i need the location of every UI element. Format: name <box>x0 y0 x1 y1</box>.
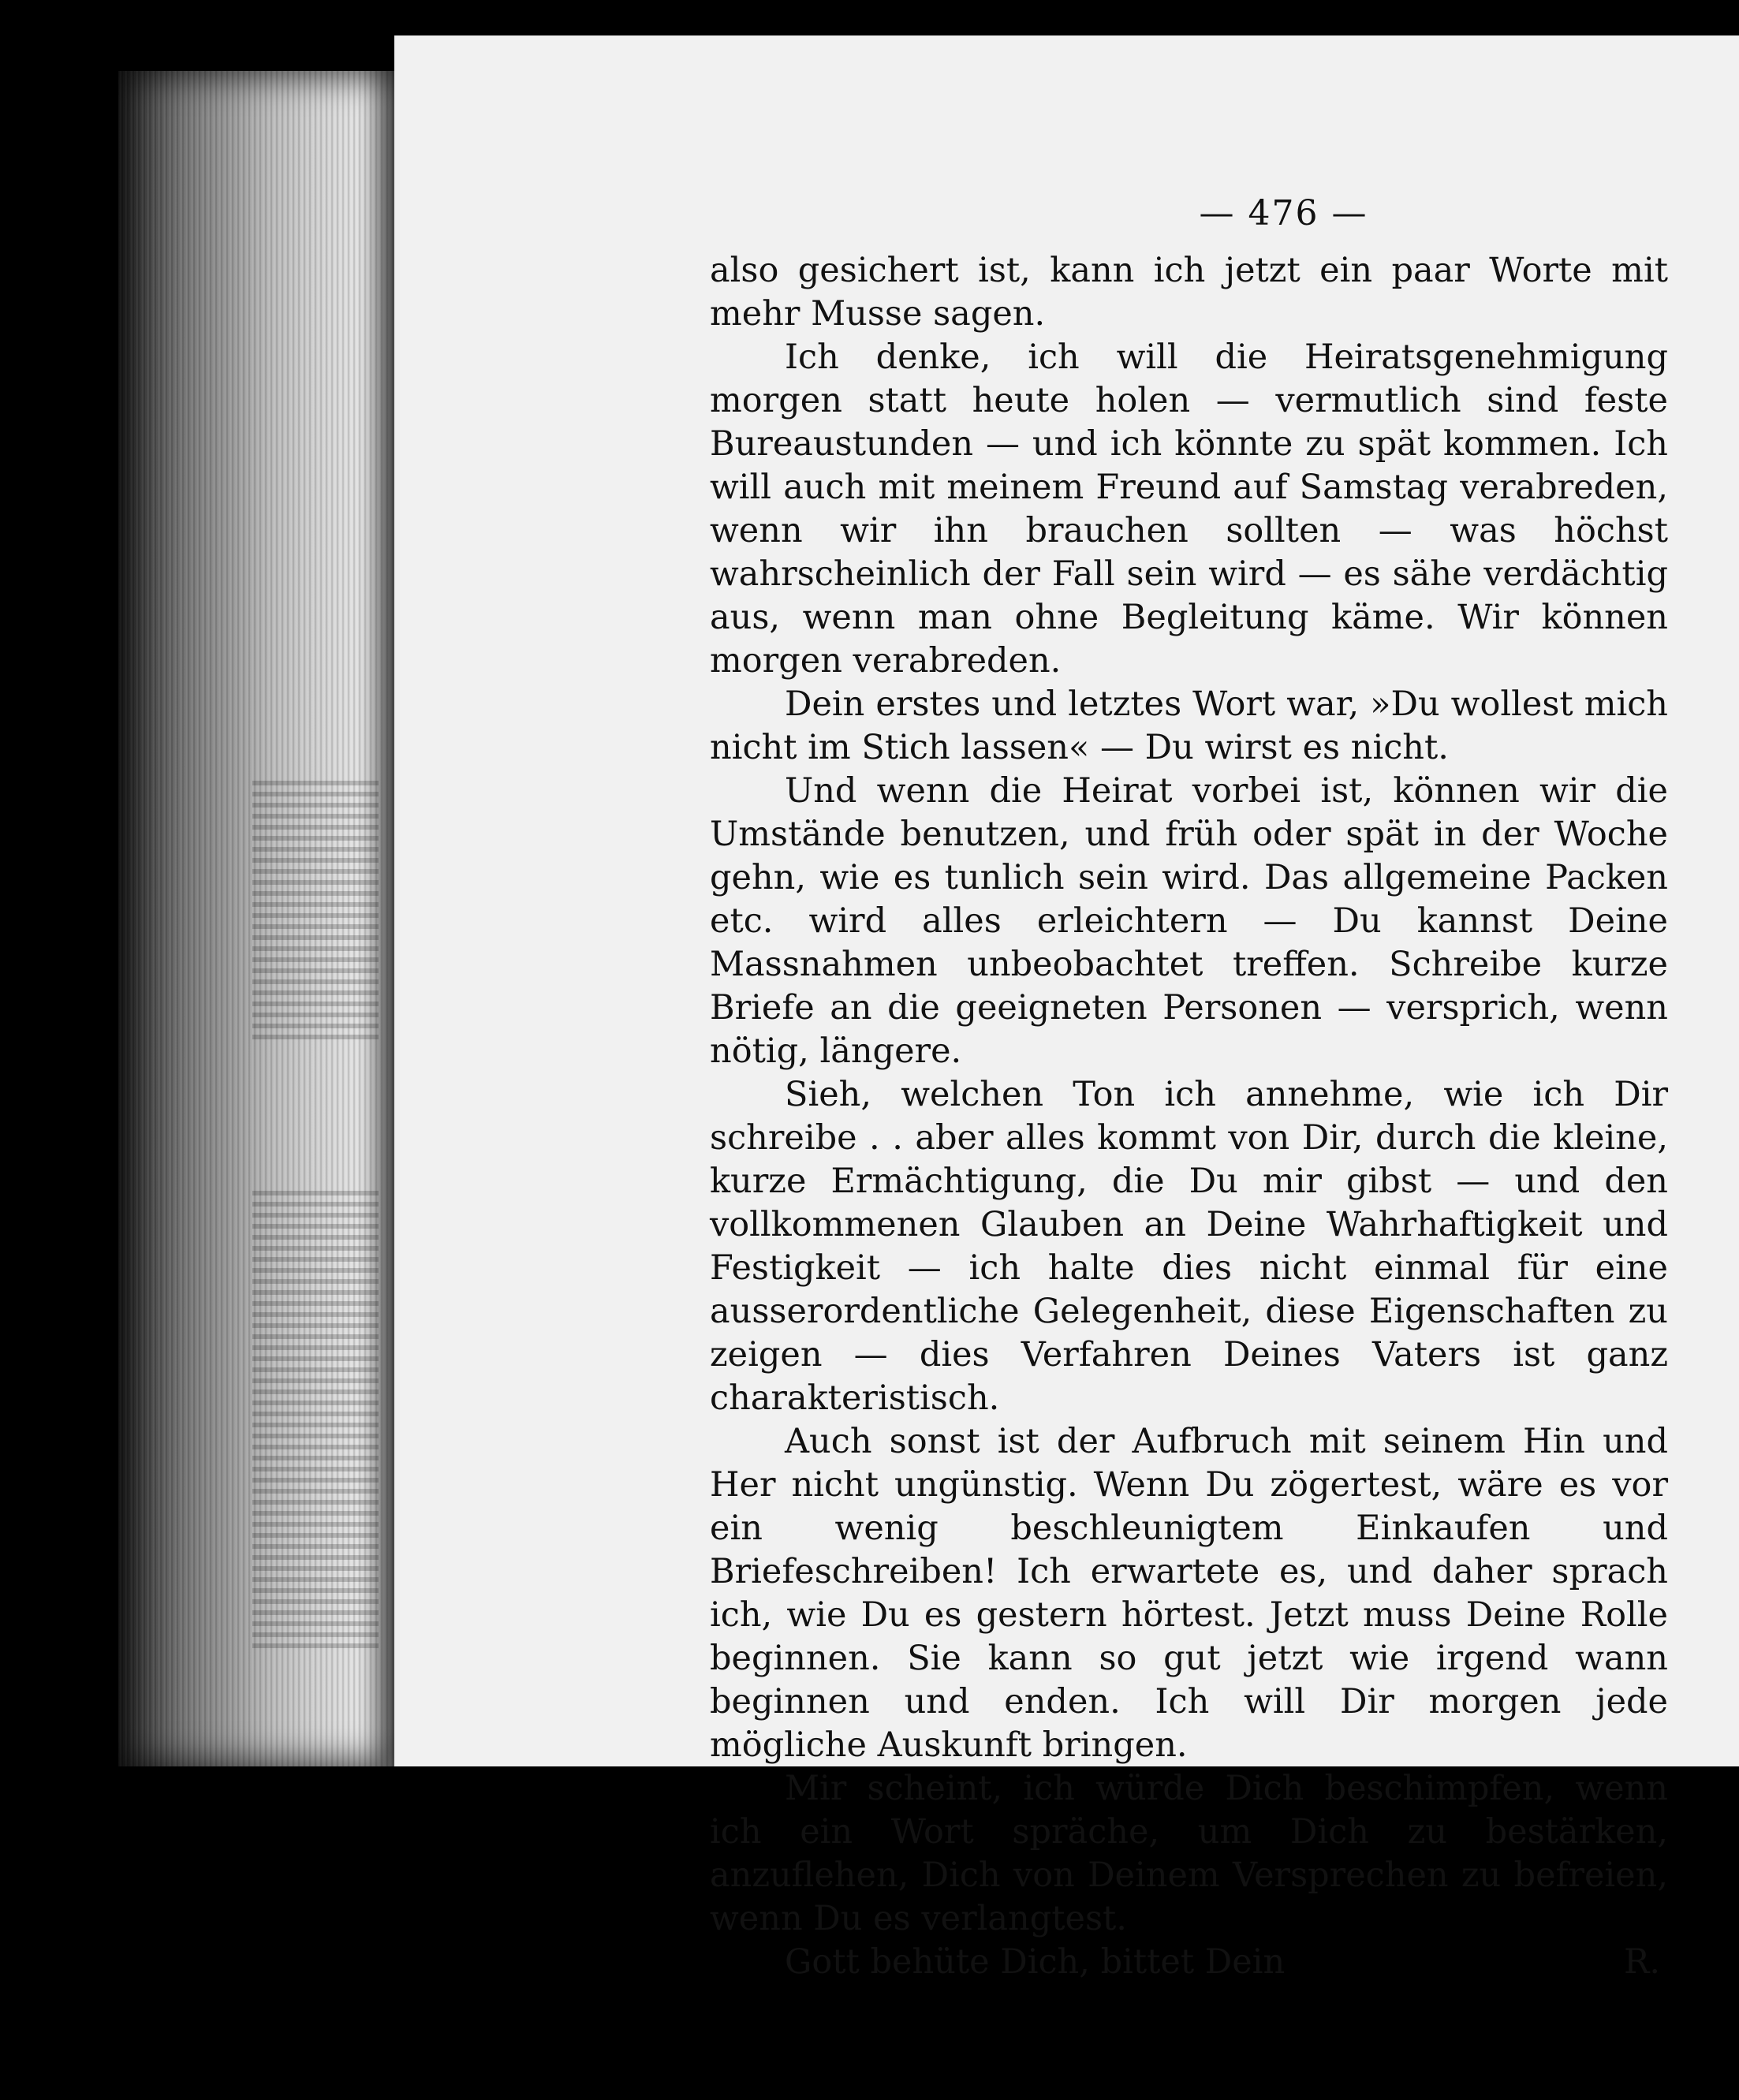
paragraph: Sieh, welchen Ton ich annehme, wie ich Dir schreibe . . aber alles kommt von Dir, durch die kleine, kurze Ermächtigung, die Du mir gibst — und den vollkommenen Glauben an Deine Wahrhaftigkeit und Festigkeit — ich halte dies nicht einmal für eine ausserordentliche Gelegenheit, diese Eigenschaften zu zeigen — dies Verfahren Deines Vaters ist ganz charakteristisch. <box>710 1075 1668 1418</box>
signature: R. <box>1623 1942 1660 1982</box>
book-page <box>394 35 1739 1982</box>
book-page-edges <box>118 71 402 1766</box>
paragraph: Dein erstes und letztes Wort war, »Du wollest mich nicht im Stich lassen« — Du wirst es nicht. <box>710 684 1668 767</box>
paragraph: Mir scheint, ich würde Dich beschimpfen, wenn ich ein Wort spräche, um Dich zu bestärken, anzuflehen, Dich von Deinem Versprechen zu befreien, wenn Du es verlangtest. <box>710 1769 1668 1938</box>
paragraph: Ich denke, ich will die Heiratsgenehmigung morgen statt heute holen — vermutlich sind feste Bureaustunden — und ich könnte zu spät kommen. Ich will auch mit meinem Freund auf Samstag verabreden, wenn wir ihn brauchen sollten — was höchst wahrscheinlich der Fall sein wird — es sähe verdächtig aus, wenn man ohne Begleitung käme. Wir können morgen verabreden. <box>710 338 1668 681</box>
edge-shadow-band <box>252 1191 379 1648</box>
paragraph: Und wenn die Heirat vorbei ist, können wir die Umstände benutzen, und früh oder spät in der Woche gehn, wie es tunlich sein wird. Das allgemeine Packen etc. wird alles erleichtern — Du kannst Deine Massnahmen unbeobachtet treffen. Schreibe kurze Briefe an die geeigneten Personen — versprich, wenn nötig, längere. <box>710 771 1668 1071</box>
closing-text: Gott behüte Dich, bittet Dein <box>785 1942 1286 1982</box>
page-content <box>710 193 1668 1984</box>
paragraph: Auch sonst ist der Aufbruch mit seinem Hin und Her nicht ungünstig. Wenn Du zögertest, wäre es vor ein wenig beschleunigtem Einkaufen und Briefeschreiben! Ich erwartete es, und daher sprach ich, wie Du es gestern hörtest. Jetzt muss Deine Rolle beginnen. Sie kann so gut jetzt wie irgend wann beginnen und enden. Ich will Dir morgen jede mögliche Auskunft bringen. <box>710 1422 1668 1765</box>
edge-shadow-band <box>252 781 379 1041</box>
paragraph: also gesichert ist, kann ich jetzt ein paar Worte mit mehr Musse sagen. <box>710 251 1668 334</box>
page-number: — 476 — <box>1199 193 1368 233</box>
closing-line <box>710 1941 1668 1984</box>
